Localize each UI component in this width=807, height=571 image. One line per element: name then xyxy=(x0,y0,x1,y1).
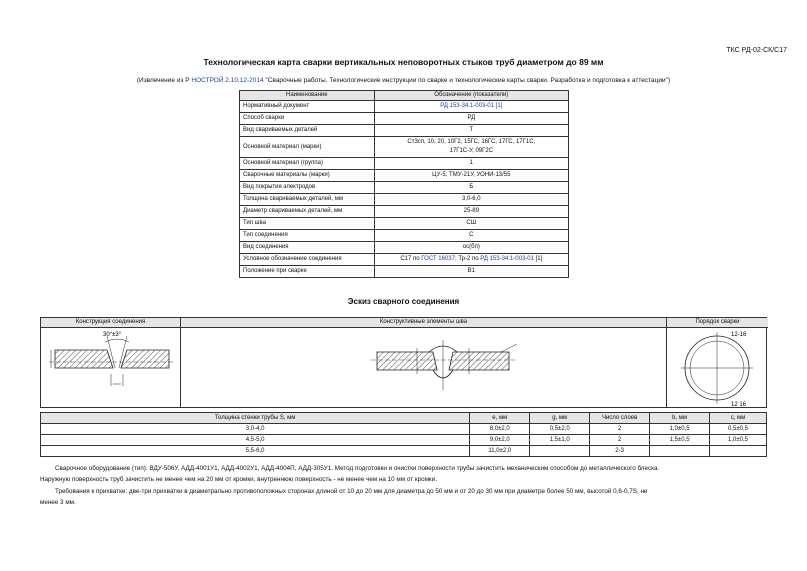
param-value: ЦУ-5, ТМУ-21У, УОНИ-13/55 xyxy=(374,170,568,182)
param-name: Положение при сварке xyxy=(240,266,375,278)
table-row xyxy=(240,242,569,254)
param-name: Способ сварки xyxy=(240,113,375,125)
nostroy-link[interactable]: НОСТРОЙ 2.10.12-2014 xyxy=(191,77,264,84)
table-row xyxy=(41,446,767,457)
param-name: Условное обозначение соединения xyxy=(240,254,375,266)
dim-top-label: 12-16 xyxy=(731,332,747,338)
table-cell: 2-3 xyxy=(590,446,650,457)
table-row xyxy=(240,182,569,194)
extract-rest: "Сварочные работы. Технологические инструкции по сварке и технологические карты сварки. Разработка и подготовка к аттестации") xyxy=(263,77,671,84)
table-row xyxy=(240,170,569,182)
param-value: СШ xyxy=(374,218,568,230)
table-cell: 1,5±1,0 xyxy=(530,435,590,446)
param-value xyxy=(374,254,568,266)
table-cell: 1,0±0,5 xyxy=(710,435,767,446)
param-name: Вид покрытия электродов xyxy=(240,182,375,194)
table-cell: 1,0±0,5 xyxy=(650,424,710,435)
param-value: 3,0-6,0 xyxy=(374,194,568,206)
table-header-row xyxy=(240,91,569,101)
param-value xyxy=(374,137,568,158)
table-cell: 2 xyxy=(590,435,650,446)
surface-paragraph: Наружную поверхность труб зачистить не менее чем на 20 мм от кромки, внутреннюю поверхность - не менее чем на 10 мм от кромки. xyxy=(40,476,437,483)
designation-text-a: С17 по xyxy=(400,256,422,262)
sketch-box xyxy=(40,317,767,408)
col-joint-header: Конструкция соединения xyxy=(41,318,180,328)
param-value: В1 xyxy=(374,266,568,278)
param-value: С xyxy=(374,230,568,242)
dim-bottom-label: 12 16 xyxy=(731,402,747,408)
header-thickness: Толщина стенки трубы S, мм xyxy=(41,413,470,424)
tack-paragraph-end: менее 3 мм. xyxy=(40,499,76,506)
tack-paragraph: Требования к прихватке: две-три прихватки в диаметрально противоположных сторонах длиной от 10 до 20 мм для диаметра до 50 мм и от 20 до 30 мм при диаметре более 50 мм, высотой 0,6-0,7S, не xyxy=(55,488,648,495)
dimensions-table xyxy=(40,412,767,457)
param-name: Тип шва xyxy=(240,218,375,230)
param-value: Б xyxy=(374,182,568,194)
table-row xyxy=(240,206,569,218)
col-elements-header: Конструктивные элементы шва xyxy=(181,318,666,328)
bevel-angle-label: 30°±3° xyxy=(103,332,122,338)
table-row xyxy=(41,435,767,446)
header-b: b, мм xyxy=(650,413,710,424)
document-code: ТКС РД-02-СК/С17 xyxy=(726,47,787,54)
param-name: Вид свариваемых деталей xyxy=(240,125,375,137)
table-cell xyxy=(710,446,767,457)
normative-doc-link[interactable]: РД 153-34.1-003-01 [1] xyxy=(374,101,568,113)
param-value: ос(бп) xyxy=(374,242,568,254)
table-row xyxy=(240,230,569,242)
col-order-header: Порядок сварки xyxy=(667,318,768,328)
equipment-paragraph: Сварочное оборудование (тип): ВДУ-506У, АДД-4001У1, АДД-4002У1, АДД-4004П, АДД-305У1. Метод подготовки и очистки поверхности трубы зачистить механическим способом до металлического блеска. xyxy=(55,465,660,472)
param-name: Нормативный документ xyxy=(240,101,375,113)
material-line-1: Ст3сп, 10, 20, 10Г2, 15ГС, 16ГС, 17ГС, 17Г1С, xyxy=(407,139,536,145)
material-line-2: 17Г1С-У, 09Г2С xyxy=(449,148,494,154)
header-c: c, мм xyxy=(710,413,767,424)
table-cell: 1,5±0,5 xyxy=(650,435,710,446)
param-name: Основной материал (марки) xyxy=(240,137,375,158)
table-cell xyxy=(650,446,710,457)
table-row xyxy=(240,218,569,230)
table-cell: 11,0±2,0 xyxy=(470,446,530,457)
table-header-row xyxy=(41,413,767,424)
param-value: Т xyxy=(374,125,568,137)
header-layers: Число слоев xyxy=(590,413,650,424)
sketch-title: Эскиз сварного соединения xyxy=(347,297,460,306)
welding-order-drawing xyxy=(667,328,767,408)
param-value: 1 xyxy=(374,158,568,170)
table-row xyxy=(240,158,569,170)
table-row xyxy=(240,125,569,137)
table-cell: 5,5-6,0 xyxy=(41,446,470,457)
extract-prefix: (Извлечение из Р xyxy=(136,77,192,84)
sketch-col-joint xyxy=(41,318,181,407)
header-name: Наименование xyxy=(240,91,375,101)
designation-text-b: ; Тр-2 по xyxy=(454,256,481,262)
table-cell: 9,0±2,0 xyxy=(470,435,530,446)
param-name: Сварочные материалы (марки) xyxy=(240,170,375,182)
header-g: g, мм xyxy=(530,413,590,424)
param-name: Толщина свариваемых деталей, мм xyxy=(240,194,375,206)
table-cell: 0,5±0,5 xyxy=(710,424,767,435)
table-row xyxy=(240,101,569,113)
param-value: 25-89 xyxy=(374,206,568,218)
table-cell: 4,5-5,0 xyxy=(41,435,470,446)
gost-link[interactable]: ГОСТ 16037 xyxy=(421,256,455,262)
weld-elements-drawing xyxy=(181,328,667,408)
table-row xyxy=(41,424,767,435)
param-name: Вид соединения xyxy=(240,242,375,254)
table-row xyxy=(240,194,569,206)
rd-link[interactable]: РД 153-34.1-003-01 xyxy=(480,256,534,262)
table-row xyxy=(240,137,569,158)
param-value: РД xyxy=(374,113,568,125)
table-cell: 0,5±2,0 xyxy=(530,424,590,435)
header-e: e, мм xyxy=(470,413,530,424)
sketch-col-elements xyxy=(181,318,667,407)
sketch-col-order xyxy=(667,318,768,407)
table-cell: 8,0±2,0 xyxy=(470,424,530,435)
designation-text-c: [1] xyxy=(533,256,543,262)
param-name: Основной материал (группа) xyxy=(240,158,375,170)
param-name: Тип соединения xyxy=(240,230,375,242)
page-title: Технологическая карта сварки вертикальных неповоротных стыков труб диаметром до 89 мм xyxy=(203,57,604,67)
table-cell xyxy=(530,446,590,457)
table-row xyxy=(240,266,569,278)
extract-note xyxy=(0,77,807,84)
table-row xyxy=(240,113,569,125)
table-cell: 3,0-4,0 xyxy=(41,424,470,435)
header-value: Обозначение (показатели) xyxy=(374,91,568,101)
table-cell: 2 xyxy=(590,424,650,435)
table-row xyxy=(240,254,569,266)
param-name: Диаметр свариваемых деталей, мм xyxy=(240,206,375,218)
parameters-table xyxy=(239,90,569,278)
joint-design-drawing xyxy=(41,328,181,408)
